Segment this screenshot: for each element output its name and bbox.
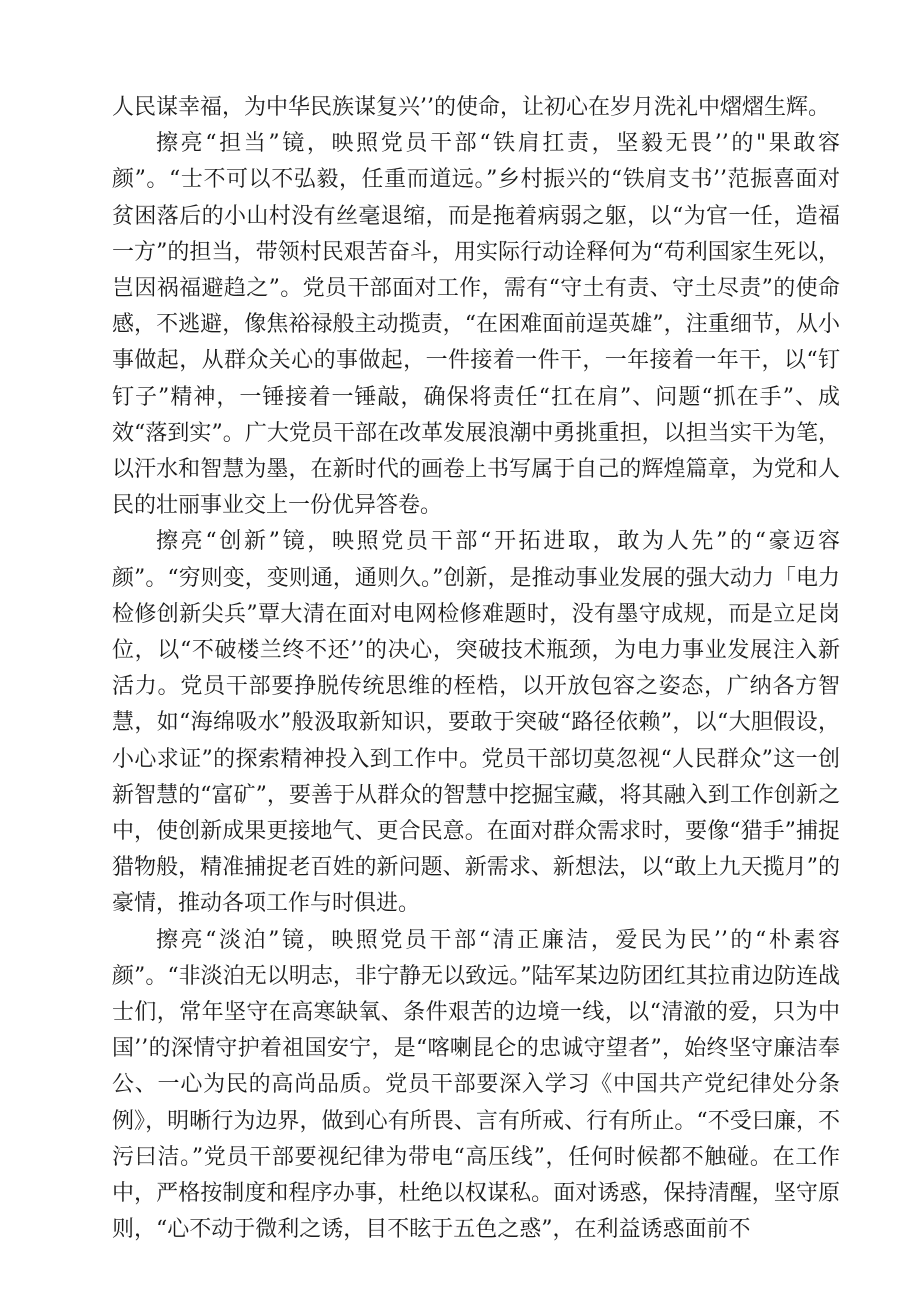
paragraph-continuation: 人民谋幸福，为中华民族谋复兴’’的使命，让初心在岁月洗礼中熠熠生辉。 [112,95,830,120]
document-body [112,90,840,1249]
paragraph-chuangxin: 擦亮“创新”镜，映照党员干部“开拓进取，敢为人先”的“豪迈容颜”。“穷则变，变则通，通则久。”创新，是推动事业发展的强大动力「电力检修创新尖兵”覃大清在面对电网检修难题时，没有墨守成规，而是立足岗位，以“不破楼兰终不还’’的决心，突破技术瓶颈，为电力事业发展注入新活力。党员干部要挣脱传统思维的桎梏，以开放包容之姿态，广纳各方智慧，如“海绵吸水”般汲取新知识，要敢于突破“路径依赖”，以“大胆假设，小心求证”的探索精神投入到工作中。党员干部切莫忽视“人民群众”这一创新智慧的“富矿”，要善于从群众的智慧中挖掘宝藏，将其融入到工作创新之中，使创新成果更接地气、更合民意。在面对群众需求时，要像“猎手”捕捉猎物般，精准捕捉老百姓的新问题、新需求、新想法，以“敢上九天揽月”的豪情，推动各项工作与时俱进。 [112,529,840,917]
paragraph-dandang: 擦亮“担当”镜，映照党员干部“铁肩扛责，坚毅无畏’’的"果敢容颜”。“士不可以不弘毅，任重而道远。”乡村振兴的“铁肩支书’’范振喜面对贫困落后的小山村没有丝毫退缩，而是拖着病弱之躯，以“为官一任，造福一方”的担当，带领村民艰苦奋斗，用实际行动诠释何为“苟利国家生死以，岂因祸福避趋之”。党员干部面对工作，需有“守土有责、守土尽责”的使命感，不逃避，像焦裕禄般主动揽责，“在困难面前逞英雄”，注重细节，从小事做起，从群众关心的事做起，一件接着一件干，一年接着一年干，以“钉钉子”精神，一锤接着一锤敲，确保将责任“扛在肩”、问题“抓在手”、成效“落到实”。广大党员干部在改革发展浪潮中勇挑重担，以担当实干为笔，以汗水和智慧为墨，在新时代的画卷上书写属于自己的辉煌篇章，为党和人民的壮丽事业交上一份优异答卷。 [112,131,840,519]
paragraph-danbo: 擦亮“淡泊”镜，映照党员干部“清正廉洁，爱民为民’’的“朴素容颜”。“非淡泊无以明志，非宁静无以致远。”陆军某边防团红其拉甫边防连战士们，常年坚守在高寒缺氧、条件艰苦的边境一线，以“清澈的爱，只为中国’’的深情守护着祖国安宁，是“喀喇昆仑的忠诚守望者”，始终坚守廉洁奉公、一心为民的高尚品质。党员干部要深入学习《中国共产党纪律处分条例》，明晰行为边界，做到心有所畏、言有所戒、行有所止。“不受曰廉，不污曰洁。”党员干部要视纪律为带电“高压线”，任何时候都不触碰。在工作中，严格按制度和程序办事，杜绝以权谋私。面对诱惑，保持清醒，坚守原则，“心不动于微利之诱，目不眩于五色之惑”，在利益诱惑面前不 [112,927,840,1243]
